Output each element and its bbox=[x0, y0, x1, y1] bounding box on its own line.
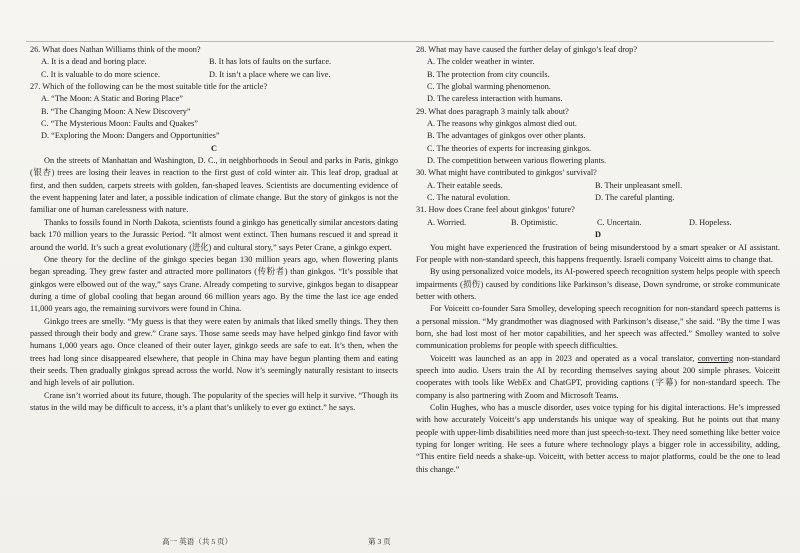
option-c: C. The global warming phenomenon. bbox=[427, 82, 551, 92]
question-27 bbox=[30, 81, 398, 143]
passage-d bbox=[416, 242, 780, 477]
option-c: C. The theories of experts for increasing ginkgos. bbox=[427, 143, 592, 153]
option-c: C. The natural evolution. bbox=[427, 193, 511, 203]
option-b: B. The protection from city councils. bbox=[427, 69, 550, 79]
passage-paragraph: By using personalized voice models, its AI-powered speech recognition system helps people with speech impairments (损伤) caused by conditions like Parkinson’s disease, Down syndrome, or stroke communicate better with others. bbox=[416, 267, 780, 301]
left-column bbox=[30, 44, 398, 414]
option-d: D. “Exploring the Moon: Dangers and Opportunities” bbox=[41, 131, 220, 141]
question-29 bbox=[416, 106, 780, 168]
question-stem: 30. What might have contributed to ginkgos’ survival? bbox=[416, 168, 597, 178]
question-28 bbox=[416, 44, 780, 106]
option-b: B. “The Changing Moon: A New Discovery” bbox=[41, 106, 191, 116]
section-heading-c: C bbox=[211, 143, 217, 153]
option-a: A. Worried. bbox=[427, 217, 467, 227]
question-30 bbox=[416, 167, 780, 204]
option-a: A. It is a dead and boring place. bbox=[41, 57, 147, 67]
passage-paragraph: Crane isn’t worried about its future, though. The popularity of the species will help it survive. “Though its status in the wild may be difficult to access, it’s a plant that’s unlikely to ever go extinct.” he says. bbox=[30, 390, 398, 412]
passage-paragraph: Thanks to fossils found in North Dakota, scientists found a ginkgo has genetically similar ancestors dating back 170 million years to the Jurassic Period. “It almost went extinct. Then humans rescued it and spread it around the world. It’s such a great evolutionary (进化) and cultural story,” says Peter Crane, a ginkgo expert. bbox=[30, 217, 398, 252]
option-d: D. The careful planting. bbox=[595, 193, 675, 203]
question-31 bbox=[416, 204, 780, 229]
option-a: A. The colder weather in winter. bbox=[427, 57, 535, 67]
passage-paragraph bbox=[416, 353, 780, 402]
passage-paragraph: For Voiceitt co-founder Sara Smolley, developing speech recognition for non-standard speech patterns is a personal mission. “My grandmother was diagnosed with Parkinson’s disease,” she said. “By the time I was born, she had lost most of her motor capabilities, and her speech was affected.” Smolley wanted to solve communication problems for people with speech difficulties. bbox=[416, 304, 780, 351]
header-rule bbox=[26, 41, 774, 42]
footer-subject: 高一 英语（共 5 页） bbox=[162, 537, 233, 546]
passage-paragraph: One theory for the decline of the ginkgo species began 130 million years ago, when flowering plants began spreading. They grew faster and attracted more pollinators (传粉者) than ginkgos. “It’s possible that ginkgos were elbowed out of the way,” says Crane. Already competing to survive, ginkgos began to disappear during a time of global cooling that began around 66 million years ago. By the time the last ice age ended 11,000 years ago, the remaining survivors were found in China. bbox=[30, 254, 398, 314]
passage-paragraph: On the streets of Manhattan and Washington, D. C., in neighborhoods in Seoul and parks in Paris, ginkgo (银杏) trees are losing their leaves in reaction to the first gust of cold winter air. This leaf drop, gradual at first, and then sudden, carpets streets with golden, fan-shaped leaves. Scientists are documenting evidence of the event happening later and later, a possible indication of climate change. But the story of ginkgos is not the familiar one of human carelessness with nature. bbox=[30, 156, 398, 215]
question-stem: 26. What does Nathan Williams think of the moon? bbox=[30, 45, 201, 54]
question-stem: 31. How does Crane feel about ginkgos’ future? bbox=[416, 205, 575, 215]
option-b: B. Optimistic. bbox=[511, 217, 558, 227]
paragraph-text: non-standard speech into audio. Users train the AI by recording themselves saying about 200 simple phrases. Voiceitt cooperates with tools like WebEx and ChatGPT, providing captions (字幕) for non-standard speech. The company is also partnering with Zoom and Microsoft Teams. bbox=[416, 353, 780, 400]
option-b: B. Their unpleasant smell. bbox=[595, 180, 683, 190]
option-b: B. It has lots of faults on the surface. bbox=[209, 57, 332, 67]
footer-page-number: 第 3 页 bbox=[368, 537, 391, 546]
option-a: A. “The Moon: A Static and Boring Place” bbox=[41, 94, 183, 104]
underlined-word: converting bbox=[697, 353, 734, 363]
passage-paragraph: Colin Hughes, who has a muscle disorder, uses voice typing for his digital interactions. He’s impressed with how accurately Voiceitt’s app understands his unique way of speaking. But he points out that many people with upper-limb disabilities need more than just speech-to-text. They need something like better voice typing for longer writing. He sees a future where technology plays a bigger role in accessibility, adding, “This entire field needs a shake-up. Voiceitt, with better access to major platforms, could be the one to lead this change.” bbox=[416, 402, 780, 474]
option-d: D. It isn’t a place where we can live. bbox=[209, 69, 331, 79]
option-d: D. The competition between various flowering plants. bbox=[427, 156, 607, 166]
option-c: C. “The Mysterious Moon: Faults and Quakes” bbox=[41, 119, 198, 129]
option-a: A. Their eatable seeds. bbox=[427, 180, 503, 190]
option-d: D. The careless interaction with humans. bbox=[427, 94, 563, 104]
paragraph-text: Voiceitt was launched as an app in 2023 and operated as a vocal translator, bbox=[430, 353, 698, 363]
question-stem: 29. What does paragraph 3 mainly talk about? bbox=[416, 106, 569, 116]
question-stem: 28. What may have caused the further delay of ginkgo’s leaf drop? bbox=[416, 45, 638, 54]
section-heading-d: D bbox=[595, 230, 601, 240]
question-stem: 27. Which of the following can be the most suitable title for the article? bbox=[30, 82, 268, 92]
right-column bbox=[416, 44, 780, 476]
passage-paragraph: You might have experienced the frustration of being misunderstood by a smart speaker or AI assistant. For people with non-standard speech, this happens frequently. Israeli company Voiceitt aims to change that. bbox=[416, 242, 780, 264]
option-c: C. Uncertain. bbox=[597, 217, 642, 227]
option-c: C. It is valuable to do more science. bbox=[41, 69, 161, 79]
option-d: D. Hopeless. bbox=[689, 217, 732, 227]
option-a: A. The reasons why ginkgos almost died out. bbox=[427, 119, 577, 129]
option-b: B. The advantages of ginkgos over other plants. bbox=[427, 131, 586, 141]
question-26 bbox=[30, 44, 398, 81]
passage-c bbox=[30, 155, 398, 414]
passage-paragraph: Ginkgo trees are smelly. “My guess is that they were eaten by animals that liked smelly things. They then passed through their body and grew.” Crane says. Those same seeds may have helped ginkgo find favor with humans 1,000 years ago. Once cleaned of their outer layer, ginkgo seeds are safe to eat. It’s then, when the trees had long since disappeared elsewhere, that people in China may have begun planting them and eating their seeds. Then gradually ginkgos spread across the world. Now it’s seemingly naturally resistant to insects and high levels of air pollution. bbox=[30, 316, 398, 388]
